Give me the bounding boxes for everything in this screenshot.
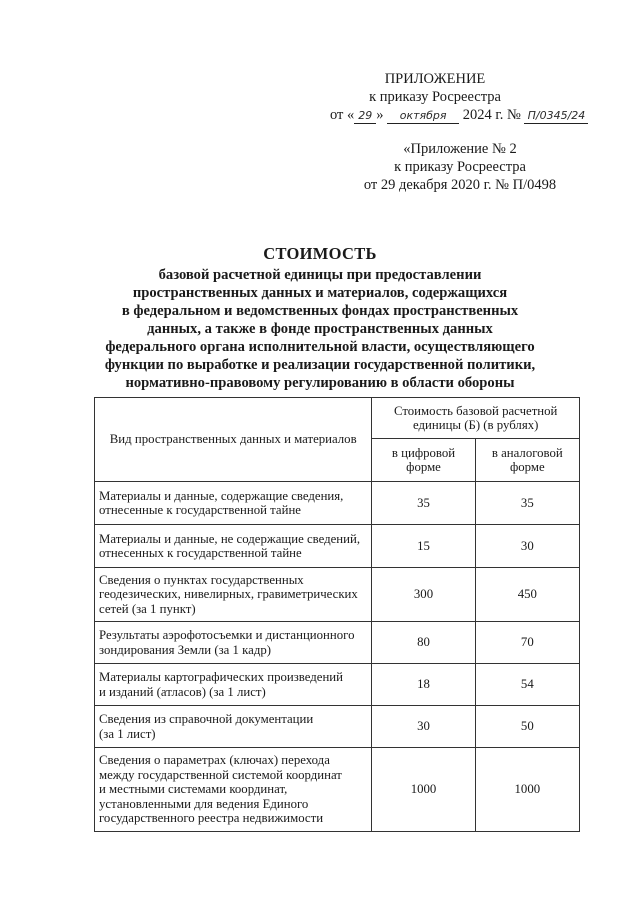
table-row: [95, 482, 580, 525]
cell-digital: 300: [372, 568, 475, 622]
appendix-2-reference: [330, 140, 590, 194]
cell-analog: 70: [475, 622, 579, 664]
date-day-handwritten: 29: [354, 108, 376, 124]
appendix-label: ПРИЛОЖЕНИЕ: [384, 71, 486, 87]
column-header-type: Вид пространственных данных и материалов: [95, 398, 372, 482]
appendix-header: [330, 70, 600, 124]
cell-analog: 35: [475, 482, 579, 525]
date-month-handwritten: октября: [387, 108, 459, 124]
row-name: Результаты аэрофотосъемки и дистанционного зондирования Земли (за 1 кадр): [95, 622, 372, 664]
table-row: [95, 622, 580, 664]
table-row: [95, 568, 580, 622]
cell-analog: 30: [475, 525, 579, 568]
cell-analog: 54: [475, 664, 579, 706]
appendix-2-line1: «Приложение № 2: [403, 141, 517, 157]
table-row: [95, 525, 580, 568]
row-name: Материалы и данные, содержащие сведения, отнесенные к государственной тайне: [95, 482, 372, 525]
row-name: Материалы и данные, не содержащие сведений, отнесенных к государственной тайне: [95, 525, 372, 568]
document-title: [70, 244, 570, 392]
row-name: Сведения о параметрах (ключах) перехода между государственной системой координат и местными системами координат, установленными для ведения Единого государственного реестра недвижимости: [95, 748, 372, 832]
cell-digital: 15: [372, 525, 475, 568]
cell-analog: 450: [475, 568, 579, 622]
cost-table: [94, 397, 580, 832]
cell-digital: 1000: [372, 748, 475, 832]
order-number-handwritten: П/0345/24: [524, 108, 588, 124]
column-header-digital: в цифровой форме: [372, 439, 475, 482]
cell-analog: 1000: [475, 748, 579, 832]
cell-digital: 80: [372, 622, 475, 664]
row-name: Сведения о пунктах государственных геодезических, нивелирных, гравиметрических сетей (за 1 пункт): [95, 568, 372, 622]
appendix-2-line2: к приказу Росреестра: [394, 159, 526, 175]
table-row: [95, 748, 580, 832]
row-name: Материалы картографических произведений и изданий (атласов) (за 1 лист): [95, 664, 372, 706]
cell-digital: 30: [372, 706, 475, 748]
cell-analog: 50: [475, 706, 579, 748]
column-group-header-cost: Стоимость базовой расчетной единицы (Б) (в рублях): [372, 398, 580, 439]
column-header-analog: в аналоговой форме: [475, 439, 579, 482]
row-name: Сведения из справочной документации (за 1 лист): [95, 706, 372, 748]
title-subtitle: базовой расчетной единицы при предоставлении пространственных данных и материалов, содержащихся в федеральном и ведомственных фондах пространственных данных, а также в фонде пространственных данных федерального органа исполнительной власти, осуществляющего функции по выработке и реализации государственной политики, нормативно-правовому регулированию в области обороны: [104, 267, 536, 391]
table-row: [95, 706, 580, 748]
title-main: СТОИМОСТЬ: [263, 244, 377, 263]
cell-digital: 18: [372, 664, 475, 706]
appendix-2-line3: от 29 декабря 2020 г. № П/0498: [363, 177, 557, 193]
order-reference: к приказу Росреестра: [369, 89, 501, 105]
cell-digital: 35: [372, 482, 475, 525]
order-date-line: от « 29 » октября 2024 г. № П/0345/24: [330, 106, 600, 124]
table-row: [95, 664, 580, 706]
